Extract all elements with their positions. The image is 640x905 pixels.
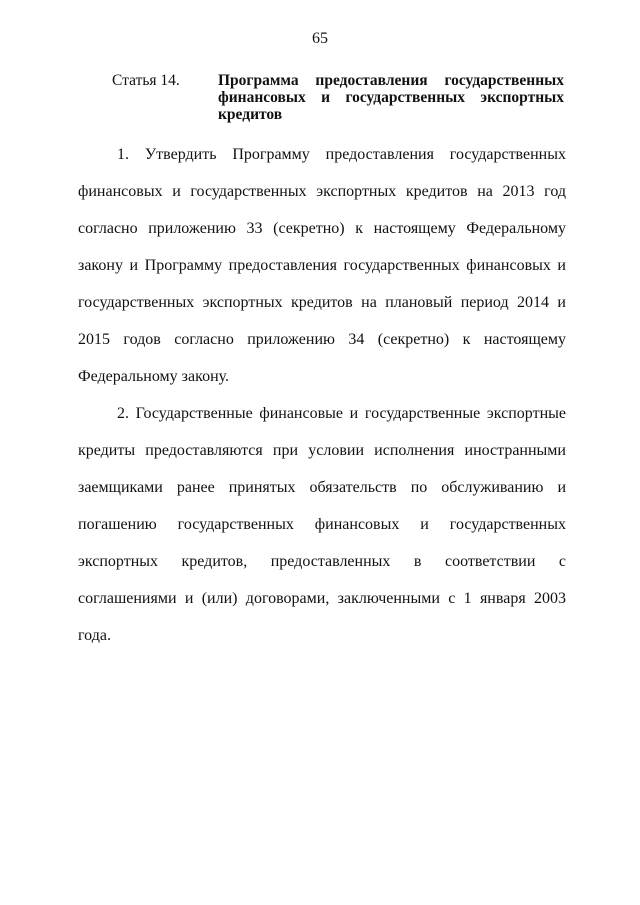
paragraph-2 xyxy=(78,395,566,654)
paragraph-line: закону и Программу предоставления государственных финансовых и xyxy=(78,257,566,274)
paragraph-line: погашению государственных финансовых и государственных xyxy=(78,516,566,533)
paragraph-line: 2. Государственные финансовые и государственные экспортные xyxy=(117,405,566,422)
article-title xyxy=(218,72,564,123)
paragraph-line: 1. Утвердить Программу предоставления государственных xyxy=(117,146,566,163)
paragraph-line: экспортных кредитов, предоставленных в соответствии с xyxy=(78,553,566,570)
paragraph-line: кредиты предоставляются при условии исполнения иностранными xyxy=(78,442,566,459)
paragraph-line: согласно приложению 33 (секретно) к настоящему Федеральному xyxy=(78,220,566,237)
paragraph-line: 2015 годов согласно приложению 34 (секретно) к настоящему xyxy=(78,331,566,348)
paragraph-line: соглашениями и (или) договорами, заключенными с 1 января 2003 xyxy=(78,590,566,607)
paragraph-line: финансовых и государственных экспортных кредитов на 2013 год xyxy=(78,183,566,200)
paragraph-line: года. xyxy=(78,627,111,644)
paragraph-line: Федеральному закону. xyxy=(78,368,230,385)
paragraph-line: государственных экспортных кредитов на плановый период 2014 и xyxy=(78,294,566,311)
article-title-line: Программа предоставления государственных xyxy=(218,72,564,89)
article-label: Статья 14. xyxy=(112,72,180,89)
page-number: 65 xyxy=(312,30,328,47)
article-title-line: кредитов xyxy=(218,106,283,123)
article-title-line: финансовых и государственных экспортных xyxy=(218,89,564,106)
paragraph-line: заемщиками ранее принятых обязательств по обслуживанию и xyxy=(78,479,566,496)
paragraph-1 xyxy=(78,136,566,395)
